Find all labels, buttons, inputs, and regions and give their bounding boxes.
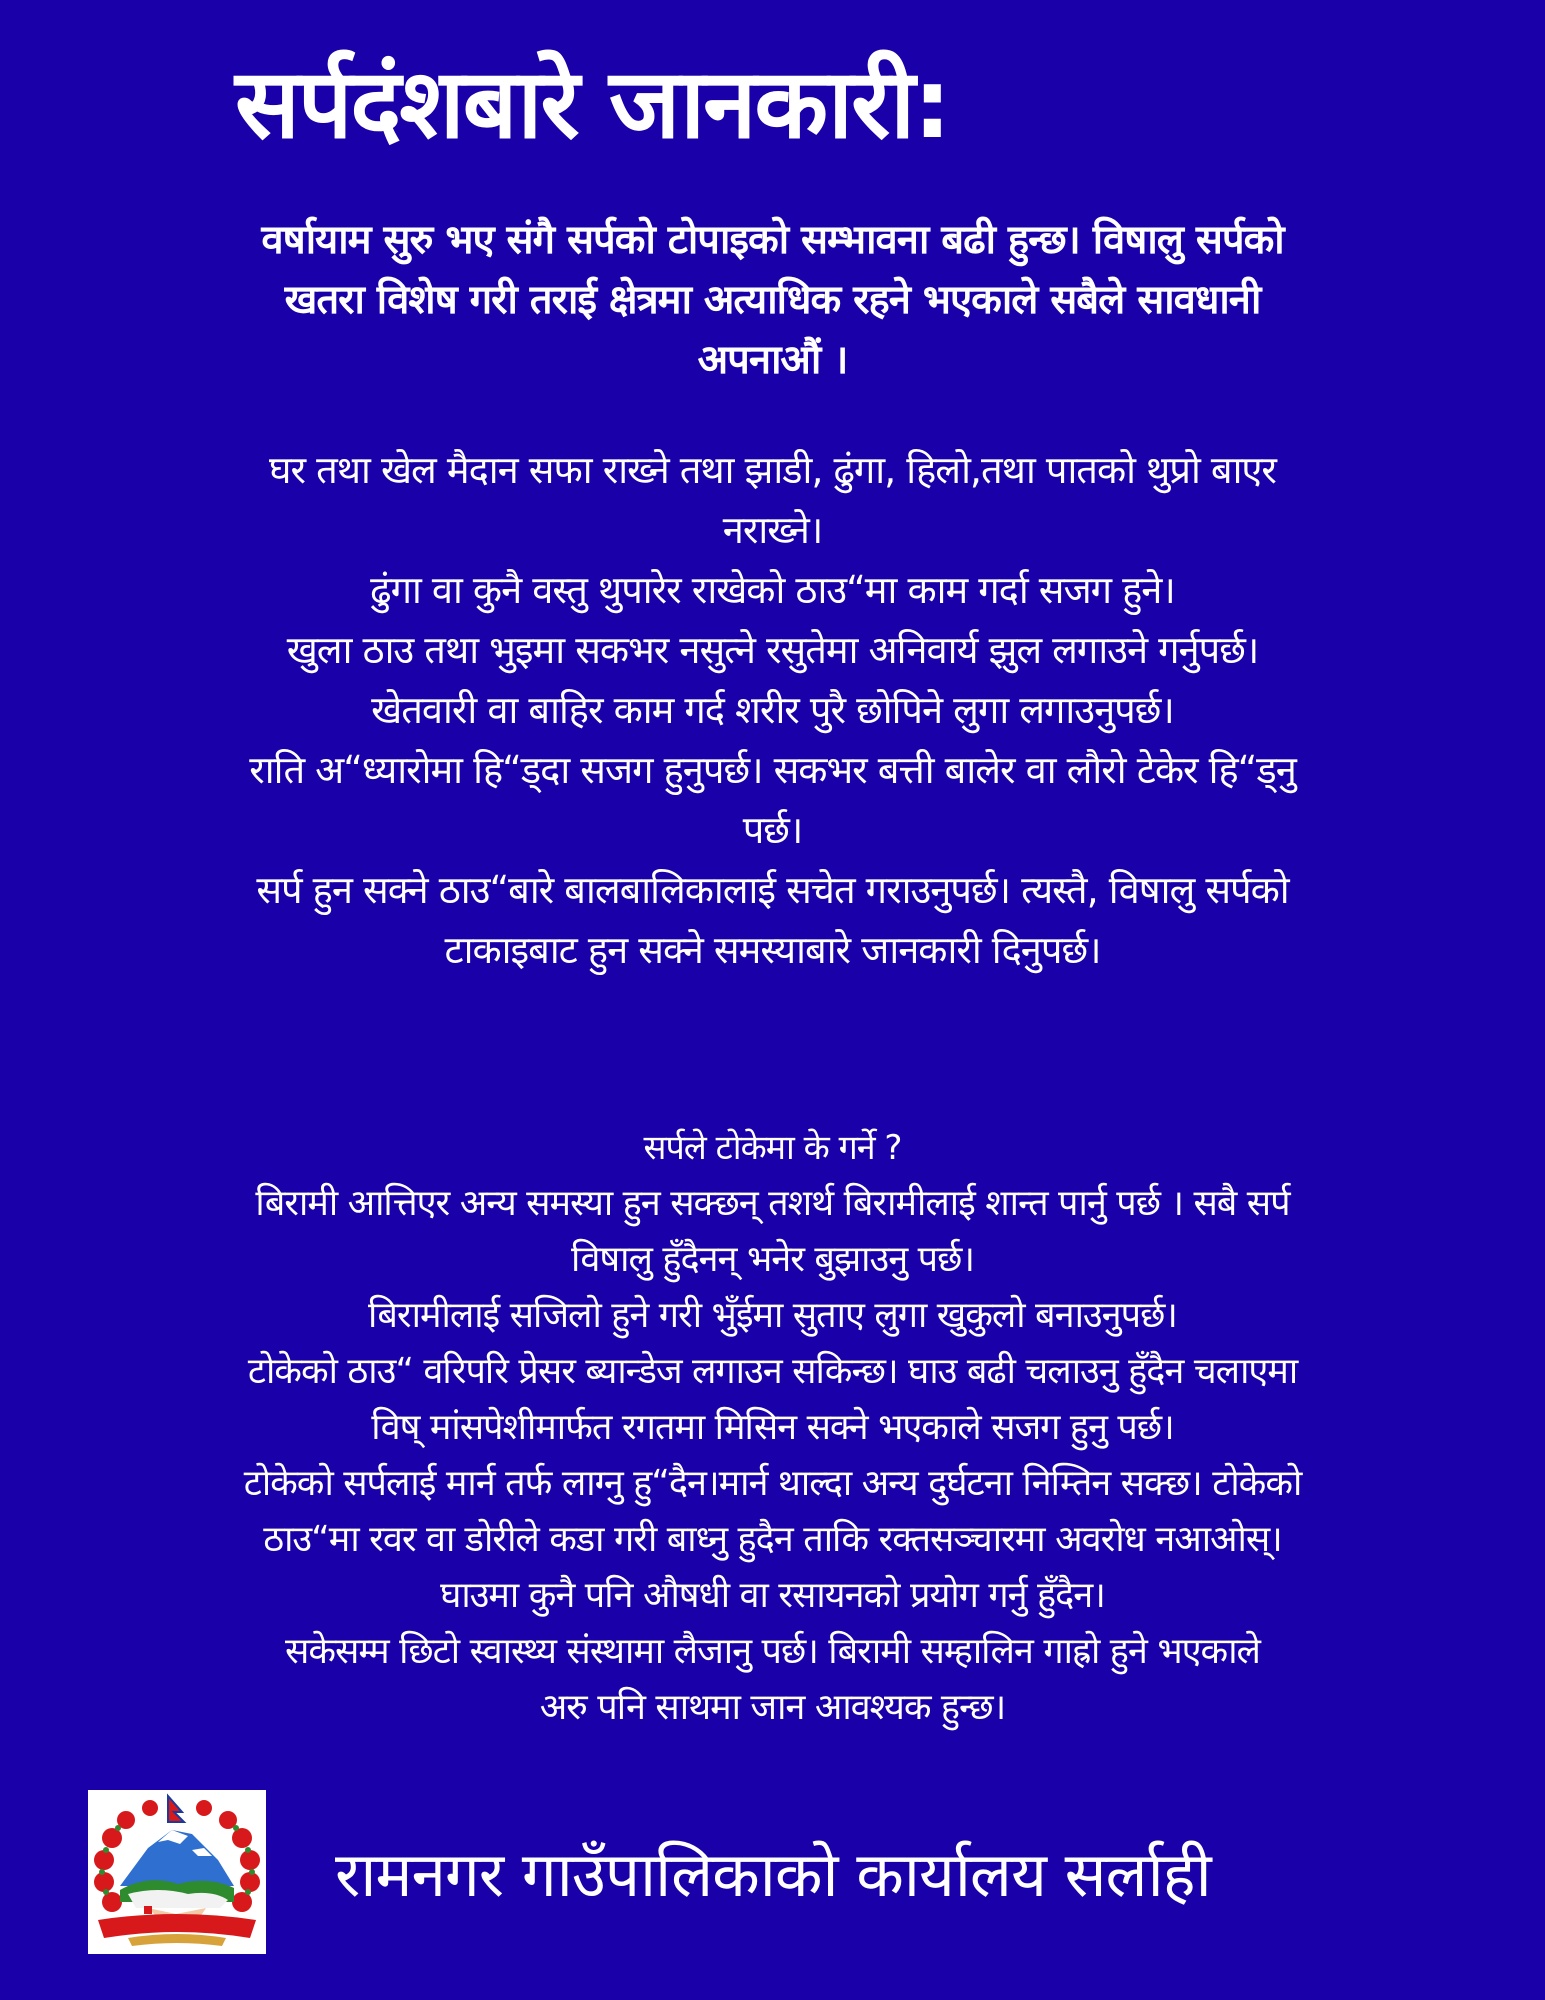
precaution-line: खेतवारी वा बाहिर काम गर्द शरीर पुरै छोपिने लुगा लगाउनुपर्छ। <box>371 688 1174 732</box>
precautions-section <box>20 440 1525 980</box>
first-aid-line: अरु पनि साथमा जान आवश्यक हुन्छ। <box>539 1687 1006 1728</box>
nepal-coat-of-arms-icon <box>88 1790 266 1954</box>
first-aid-line: टोकेको ठाउ“ वरिपरि प्रेसर ब्यान्डेज लगाउन सकिन्छ। घाउ बढी चलाउनु हुँदैन चलाएमा <box>247 1351 1298 1392</box>
intro-line: खतरा विशेष गरी तराई क्षेत्रमा अत्याधिक रहने भएकाले सबैले सावधानी <box>284 277 1261 323</box>
first-aid-line: टोकेको सर्पलाई मार्न तर्फ लाग्नु हु“दैन।मार्न थाल्दा अन्य दुर्घटना निम्तिन सक्छ। टोकेको <box>243 1463 1302 1504</box>
precaution-line: सर्प हुन सक्ने ठाउ“बारे बालबालिकालाई सचेत गराउनुपर्छ। त्यस्तै, विषालु सर्पको <box>256 868 1289 912</box>
precaution-line: राति अ“ध्यारोमा हि“ड्दा सजग हुनुपर्छ। सकभर बत्ती बालेर वा लौरो टेकेर हि“ड्नु <box>249 748 1296 792</box>
precaution-line: खुला ठाउ तथा भुइमा सकभर नसुत्ने रसुतेमा अनिवार्य झुल लगाउने गर्नुपर्छ। <box>286 628 1259 672</box>
precaution-line: टाकाइबाट हुन सक्ने समस्याबारे जानकारी दिनुपर्छ। <box>444 928 1101 972</box>
intro-line: अपनाऔं । <box>697 337 848 383</box>
precaution-line: नराख्ने। <box>722 508 823 552</box>
intro-line: वर्षायाम सुरु भए संगै सर्पको टोपाइको सम्भावना बढी हुन्छ। विषालु सर्पको <box>261 217 1284 263</box>
first-aid-line: विषालु हुँदैनन् भनेर बुझाउनु पर्छ। <box>571 1239 974 1280</box>
page-title: सर्पदंशबारे जानकारी: <box>235 48 950 160</box>
first-aid-line: बिरामीलाई सजिलो हुने गरी भुँईमा सुताए लुगा खुकुलो बनाउनुपर्छ। <box>368 1295 1177 1336</box>
first-aid-heading: सर्पले टोकेमा के गर्ने ? <box>643 1128 902 1168</box>
precaution-line: घर तथा खेल मैदान सफा राख्ने तथा झाडी, ढुंगा, हिलो,तथा पातको थुप्रो बाएर <box>269 448 1276 492</box>
intro-warning <box>0 210 1545 390</box>
first-aid-section <box>20 1120 1525 1736</box>
first-aid-line: सकेसम्म छिटो स्वास्थ्य संस्थामा लैजानु पर्छ। बिरामी सम्हालिन गाह्रो हुने भएकाले <box>285 1631 1260 1672</box>
first-aid-line: घाउमा कुनै पनि औषधी वा रसायनको प्रयोग गर्नु हुँदैन। <box>440 1575 1105 1616</box>
first-aid-line: ठाउ“मा रवर वा डोरीले कडा गरी बाध्नु हुदैन ताकि रक्तसञ्चारमा अवरोध नआओस्। <box>263 1519 1282 1560</box>
precaution-line: ढुंगा वा कुनै वस्तु थुपारेर राखेको ठाउ“मा काम गर्दा सजग हुने। <box>370 568 1175 612</box>
first-aid-line: बिरामी आत्तिएर अन्य समस्या हुन सक्छन् तशर्थ बिरामीलाई शान्त पार्नु पर्छ । सबै सर्प <box>255 1183 1290 1224</box>
office-name: रामनगर गाउँपालिकाको कार्यालय सर्लाही <box>335 1838 1211 1911</box>
precaution-line: पर्छ। <box>742 808 803 852</box>
first-aid-line: विष् मांसपेशीमार्फत रगतमा मिसिन सक्ने भएकाले सजग हुनु पर्छ। <box>371 1407 1174 1448</box>
